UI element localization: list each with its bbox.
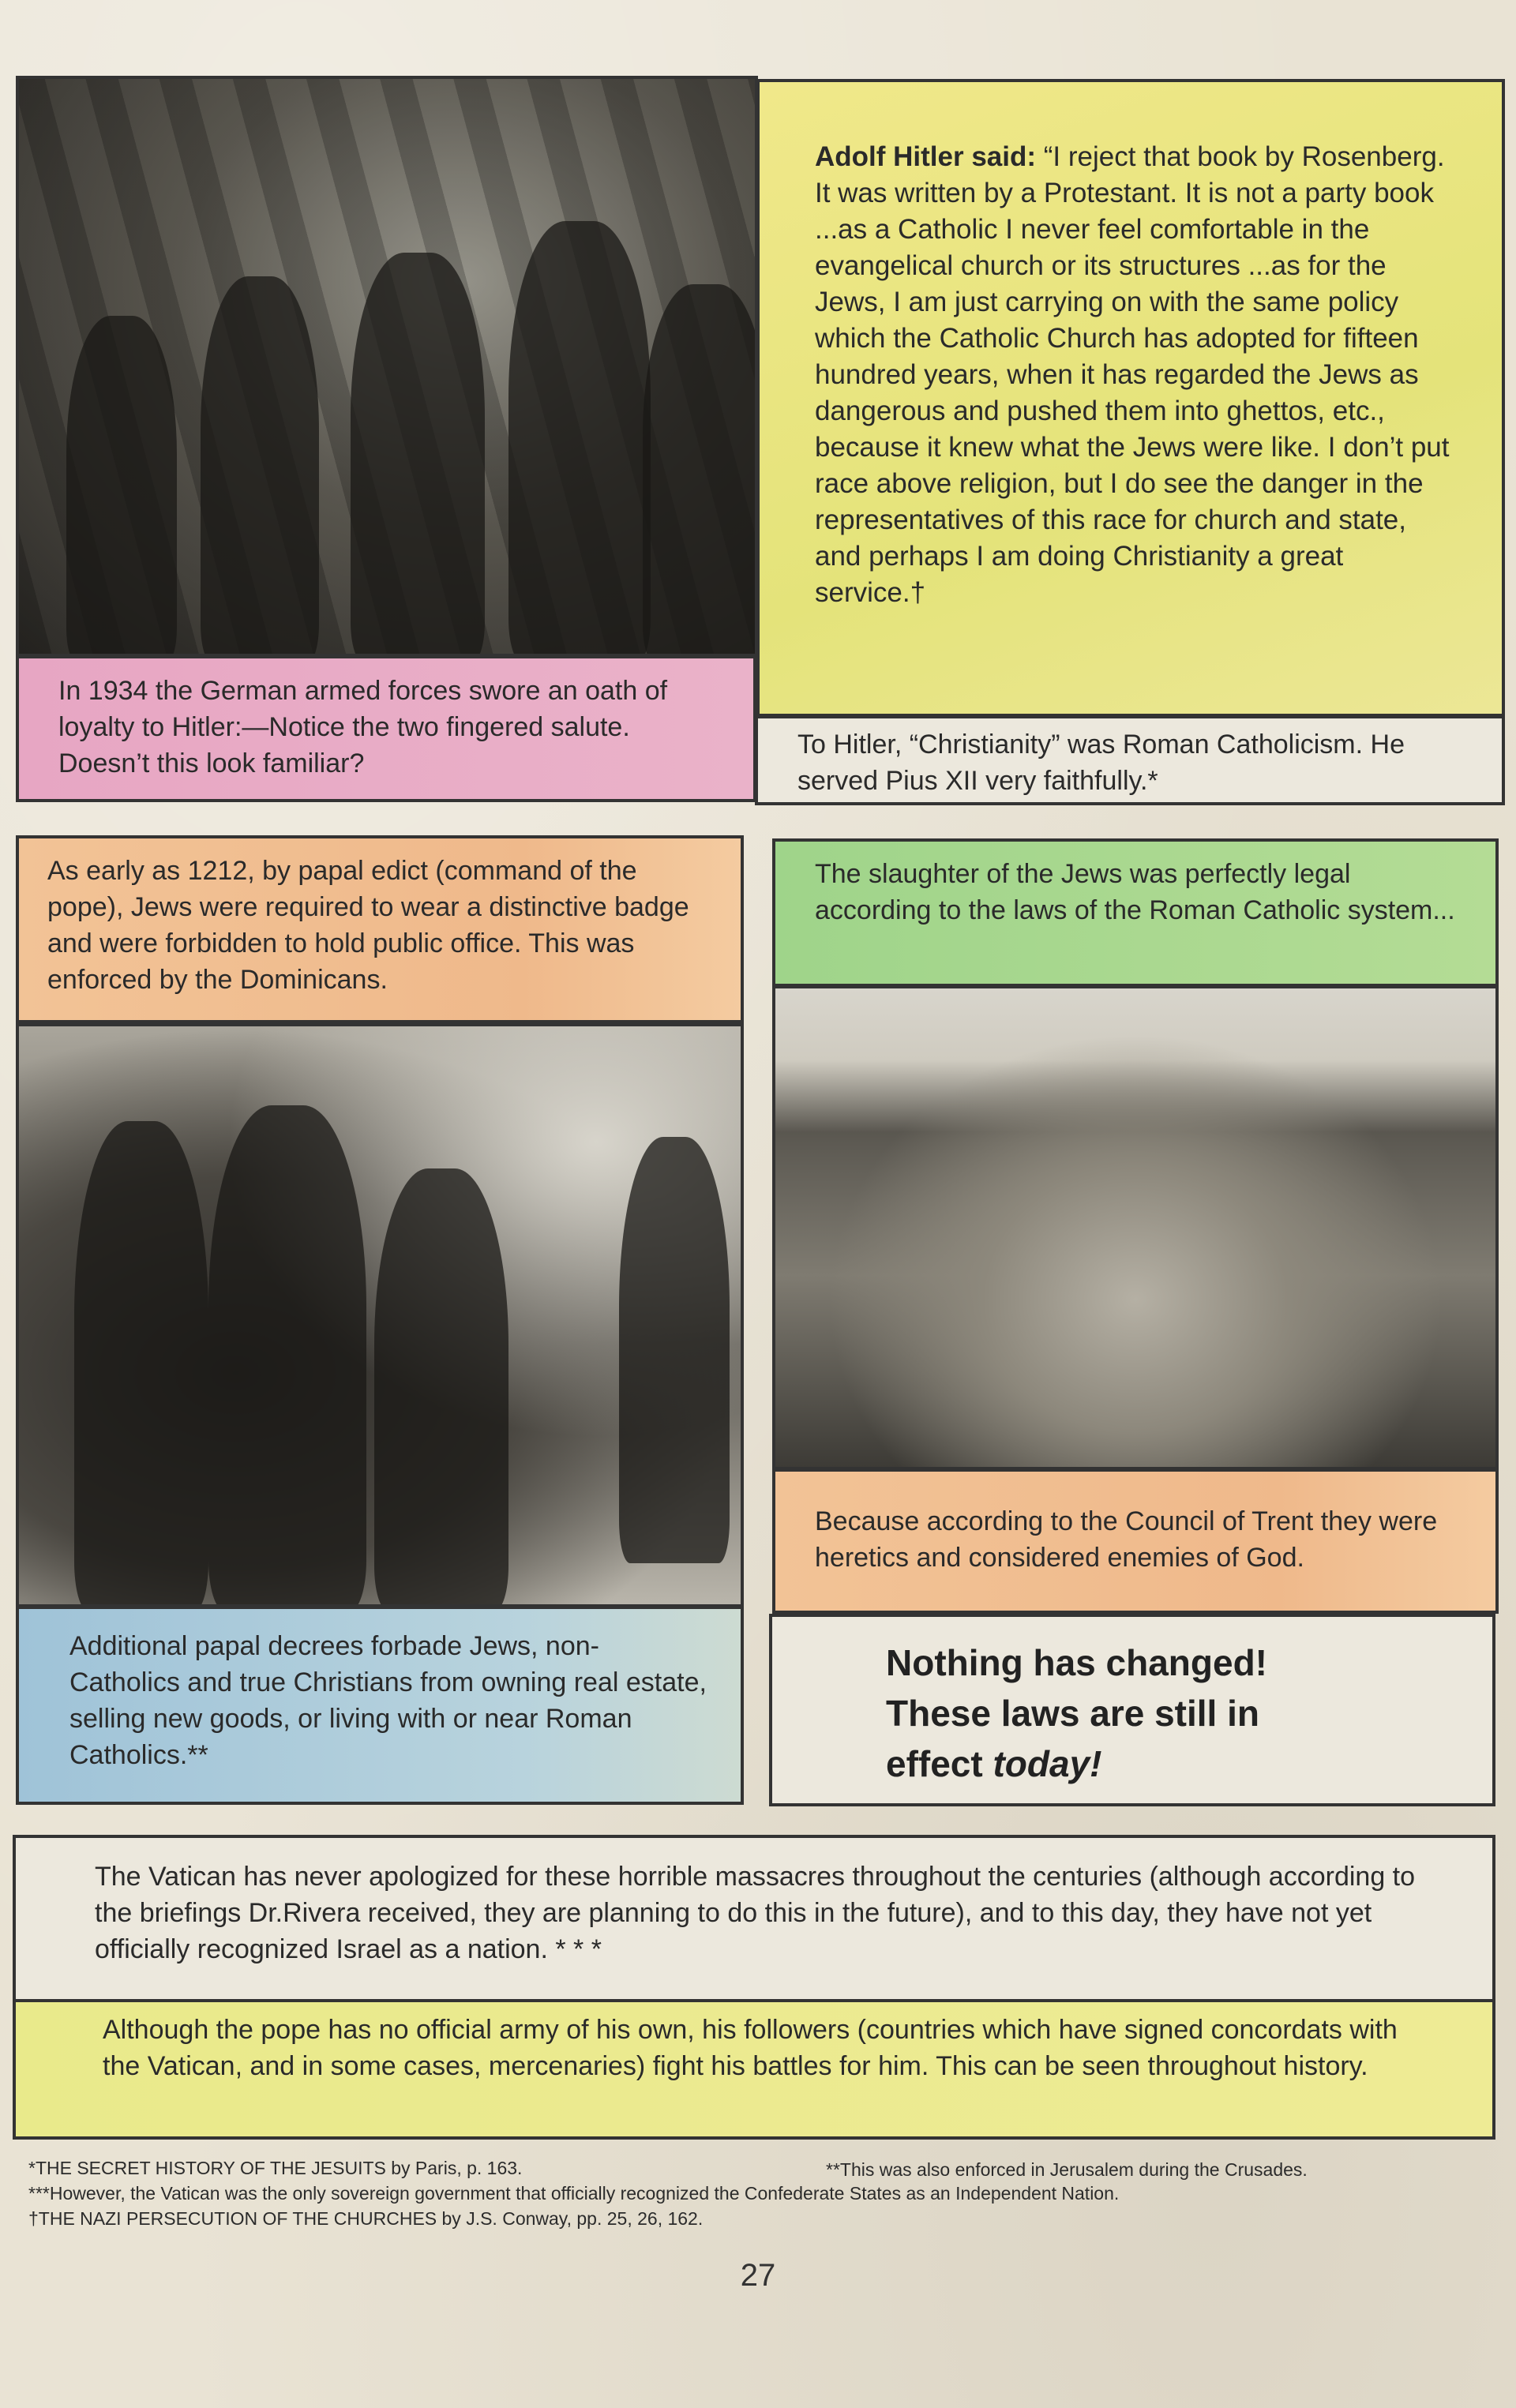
- hitler-quote-panel: [756, 79, 1505, 717]
- mass-grave-photo: [772, 985, 1499, 1470]
- edict-caption: [16, 835, 744, 1023]
- trent-caption-text: Because according to the Council of Trent they were heretics and considered enemies of God.: [815, 1506, 1438, 1573]
- nothing-changed-panel: [769, 1614, 1495, 1806]
- vatican-apology-text: The Vatican has never apologized for these horrible massacres throughout the centuries (although according to the briefings Dr.Rivera received, they are planning to do this in the future), and to this day, they have not yet officially recognized Israel as a nation. * * *: [95, 1862, 1416, 1964]
- christianity-caption-text: To Hitler, “Christianity” was Roman Catholicism. He served Pius XII very faithfully.*: [797, 730, 1405, 796]
- hitler-quote-text: “I reject that book by Rosenberg. It was written by a Protestant. It is not a party book ...as a Catholic I never feel comfortable in the evangelical church or its structures ...as for the Jews, I am just carrying on with the same policy which the Catholic Church has adopted for fifteen hundred years, when it has regarded the Jews as dangerous and pushed them into ghettos, etc., because it knew what the Jews were like. I don’t put race above religion, but I do see the danger in the representatives of this race for church and state, and perhaps I am doing Christianity a great service.†: [815, 141, 1450, 608]
- decrees-caption: [16, 1606, 744, 1805]
- oath-caption-text: In 1934 the German armed forces swore an oath of loyalty to Hitler:—Notice the two fingered salute. Doesn’t this look familiar?: [58, 676, 668, 778]
- vatican-apology-box: [13, 1835, 1495, 2002]
- edict-caption-text: As early as 1212, by papal edict (command of the pope), Jews were required to wear a distinctive badge and were forbidden to hold public office. This was enforced by the Dominicans.: [47, 856, 689, 995]
- footnote-secret-history: *THE SECRET HISTORY OF THE JESUITS by Paris, p. 163.: [28, 2158, 523, 2178]
- today-emphasis: today!: [993, 1743, 1102, 1784]
- decrees-caption-text: Additional papal decrees forbade Jews, non-Catholics and true Christians from owning real estate, selling new goods, or living with or near Roman Catholics.**: [69, 1631, 707, 1770]
- hitler-quote-lead: Adolf Hitler said:: [815, 141, 1037, 172]
- nothing-changed-line1: Nothing has changed!: [886, 1642, 1267, 1683]
- christianity-caption: [755, 715, 1505, 805]
- trent-caption: [772, 1468, 1499, 1614]
- pope-army-text: Although the pope has no official army of his own, his followers (countries which have signed concordats with the Vatican, and in some cases, mercenaries) fight his battles for him. This can be seen throughout history.: [103, 2015, 1398, 2081]
- footnote-jerusalem: **This was also enforced in Jerusalem during the Crusades.: [826, 2159, 1308, 2180]
- nothing-changed-line3: effect today!: [886, 1743, 1102, 1784]
- slaughter-caption: [772, 838, 1499, 987]
- slaughter-caption-text: The slaughter of the Jews was perfectly legal according to the laws of the Roman Catholic system...: [815, 859, 1455, 925]
- pope-army-box: [13, 1999, 1495, 2140]
- soldiers-salute-photo: [16, 76, 758, 657]
- oath-caption: [16, 655, 756, 802]
- footnote-nazi-persecution: †THE NAZI PERSECUTION OF THE CHURCHES by J.S. Conway, pp. 25, 26, 162.: [28, 2208, 704, 2229]
- footnote-confederate: ***However, the Vatican was the only sovereign government that officially recognized the Confederate States as an Independent Nation.: [28, 2183, 1120, 2204]
- nothing-changed-line2: These laws are still in: [886, 1693, 1259, 1734]
- deportation-crowd-photo: [16, 1023, 744, 1607]
- page-number: 27: [740, 2258, 776, 2293]
